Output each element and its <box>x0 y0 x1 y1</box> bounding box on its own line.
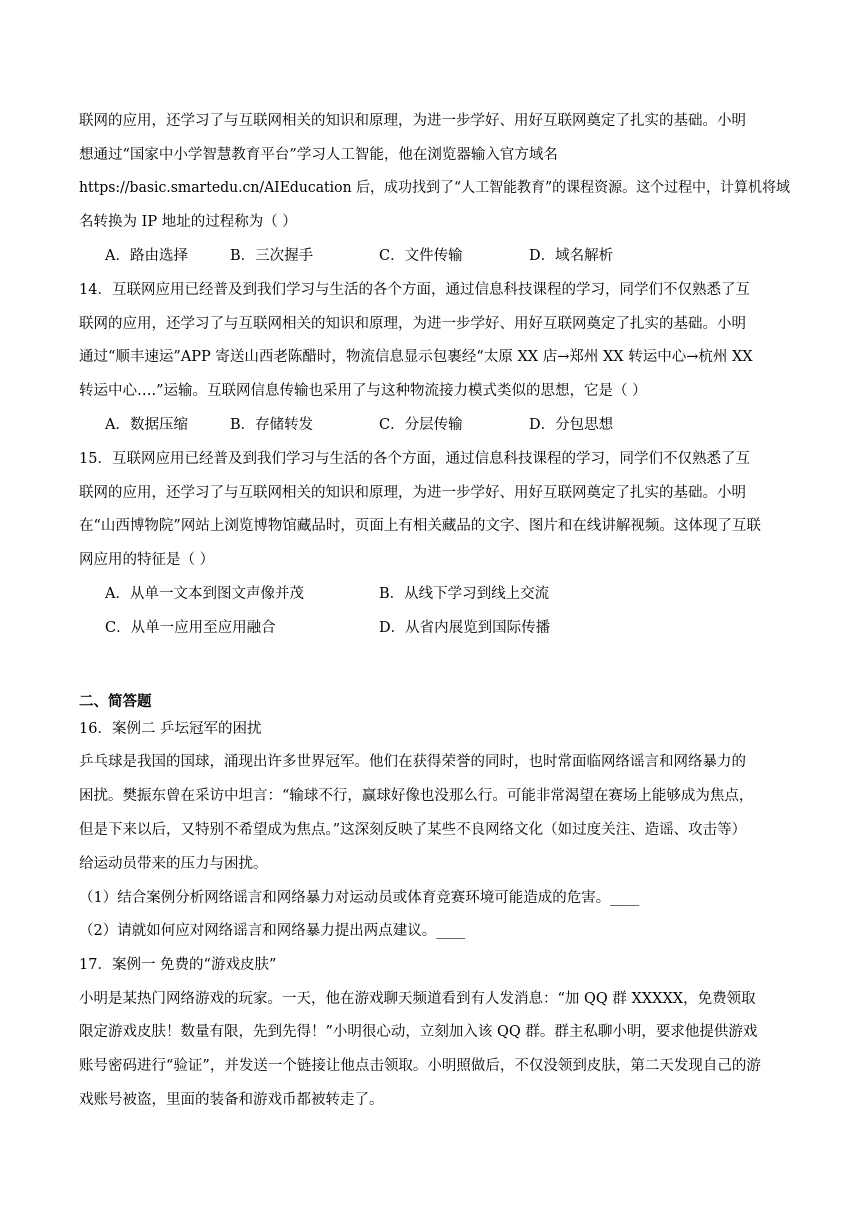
q15-line-3: 在“山西博物院”网站上浏览博物馆藏品时，页面上有相关藏品的文字、图片和在线讲解视频。这体现了互联 <box>79 518 761 534</box>
q17-line-1: 小明是某热门网络游戏的玩家。一天，他在游戏聊天频道看到有人发消息：“加 QQ 群 XXXXX，免费领取 <box>79 991 756 1007</box>
q13-option-b: B．三次握手 <box>230 248 314 264</box>
q14-option-c: C．分层传输 <box>379 417 463 433</box>
q15-line-4: 网应用的特征是（ ） <box>79 552 215 568</box>
q13-option-c: C．文件传输 <box>379 248 463 264</box>
q15-option-a: A．从单一文本到图文声像并茂 <box>105 586 304 602</box>
q13-line-3: https://basic.smartedu.cn/AIEducation 后，成功找到了“人工智能教育”的课程资源。这个过程中，计算机将域 <box>79 180 790 196</box>
q17-line-4: 戏账号被盗，里面的装备和游戏币都被转走了。 <box>79 1092 384 1108</box>
q14-option-d: D．分包思想 <box>529 417 614 433</box>
q13-line-2: 想通过“国家中小学智慧教育平台”学习人工智能，他在浏览器输入官方域名 <box>79 147 558 163</box>
q16-sub-question-2: （2）请就如何应对网络谣言和网络暴力提出两点建议。____ <box>79 923 466 939</box>
q15-line-2: 联网的应用，还学习了与互联网相关的知识和原理，为进一步学好、用好互联网奠定了扎实的基础。小明 <box>79 485 746 501</box>
q16-line-2: 困扰。樊振东曾在采访中坦言：“输球不行，赢球好像也没那么行。可能非常渴望在赛场上能够成为焦点， <box>79 788 754 804</box>
q13-line-4: 名转换为 IP 地址的过程称为（ ） <box>79 214 297 230</box>
q14-option-a: A．数据压缩 <box>105 417 188 433</box>
q16-sub-question-1: （1）结合案例分析网络谣言和网络暴力对运动员或体育竞赛环境可能造成的危害。____ <box>79 890 640 906</box>
q16-line-4: 给运动员带来的压力与困扰。 <box>79 856 268 872</box>
q13-line-1: 联网的应用，还学习了与互联网相关的知识和原理，为进一步学好、用好互联网奠定了扎实的基础。小明 <box>79 113 746 129</box>
q17-line-2: 限定游戏皮肤！数量有限，先到先得！”小明很心动，立刻加入该 QQ 群。群主私聊小明，要求他提供游戏 <box>79 1024 758 1040</box>
q13-option-a: A．路由选择 <box>105 248 188 264</box>
q17-line-3: 账号密码进行“验证”，并发送一个链接让他点击领取。小明照做后，不仅没领到皮肤，第二天发现自己的游 <box>79 1058 761 1074</box>
q14-line-3: 通过“顺丰速运”APP 寄送山西老陈醋时，物流信息显示包裹经“太原 XX 店→郑州 XX 转运中心→杭州 XX <box>79 349 753 365</box>
q16-title: 16．案例二 乒坛冠军的困扰 <box>79 721 262 737</box>
q15-option-b: B．从线下学习到线上交流 <box>379 586 550 602</box>
q15-option-d: D．从省内展览到国际传播 <box>379 620 551 636</box>
q17-title: 17．案例一 免费的“游戏皮肤” <box>79 957 277 973</box>
q16-line-1: 乒乓球是我国的国球，涌现出许多世界冠军。他们在获得荣誉的同时，也时常面临网络谣言和网络暴力的 <box>79 754 746 770</box>
q16-line-3: 但是下来以后，又特别不希望成为焦点。”这深刻反映了某些不良网络文化（如过度关注、造谣、攻击等） <box>79 822 747 838</box>
q14-line-1: 14．互联网应用已经普及到我们学习与生活的各个方面，通过信息科技课程的学习，同学们不仅熟悉了互 <box>79 282 750 298</box>
q14-line-4: 转运中心….”运输。互联网信息传输也采用了与这种物流接力模式类似的思想，它是（ ） <box>79 383 647 399</box>
q14-option-b: B．存储转发 <box>230 417 314 433</box>
q15-option-c: C．从单一应用至应用融合 <box>105 620 276 636</box>
q14-line-2: 联网的应用，还学习了与互联网相关的知识和原理，为进一步学好、用好互联网奠定了扎实的基础。小明 <box>79 316 746 332</box>
q13-option-d: D．域名解析 <box>529 248 614 264</box>
q15-line-1: 15．互联网应用已经普及到我们学习与生活的各个方面，通过信息科技课程的学习，同学们不仅熟悉了互 <box>79 451 750 467</box>
section-title: 二、简答题 <box>79 694 152 710</box>
